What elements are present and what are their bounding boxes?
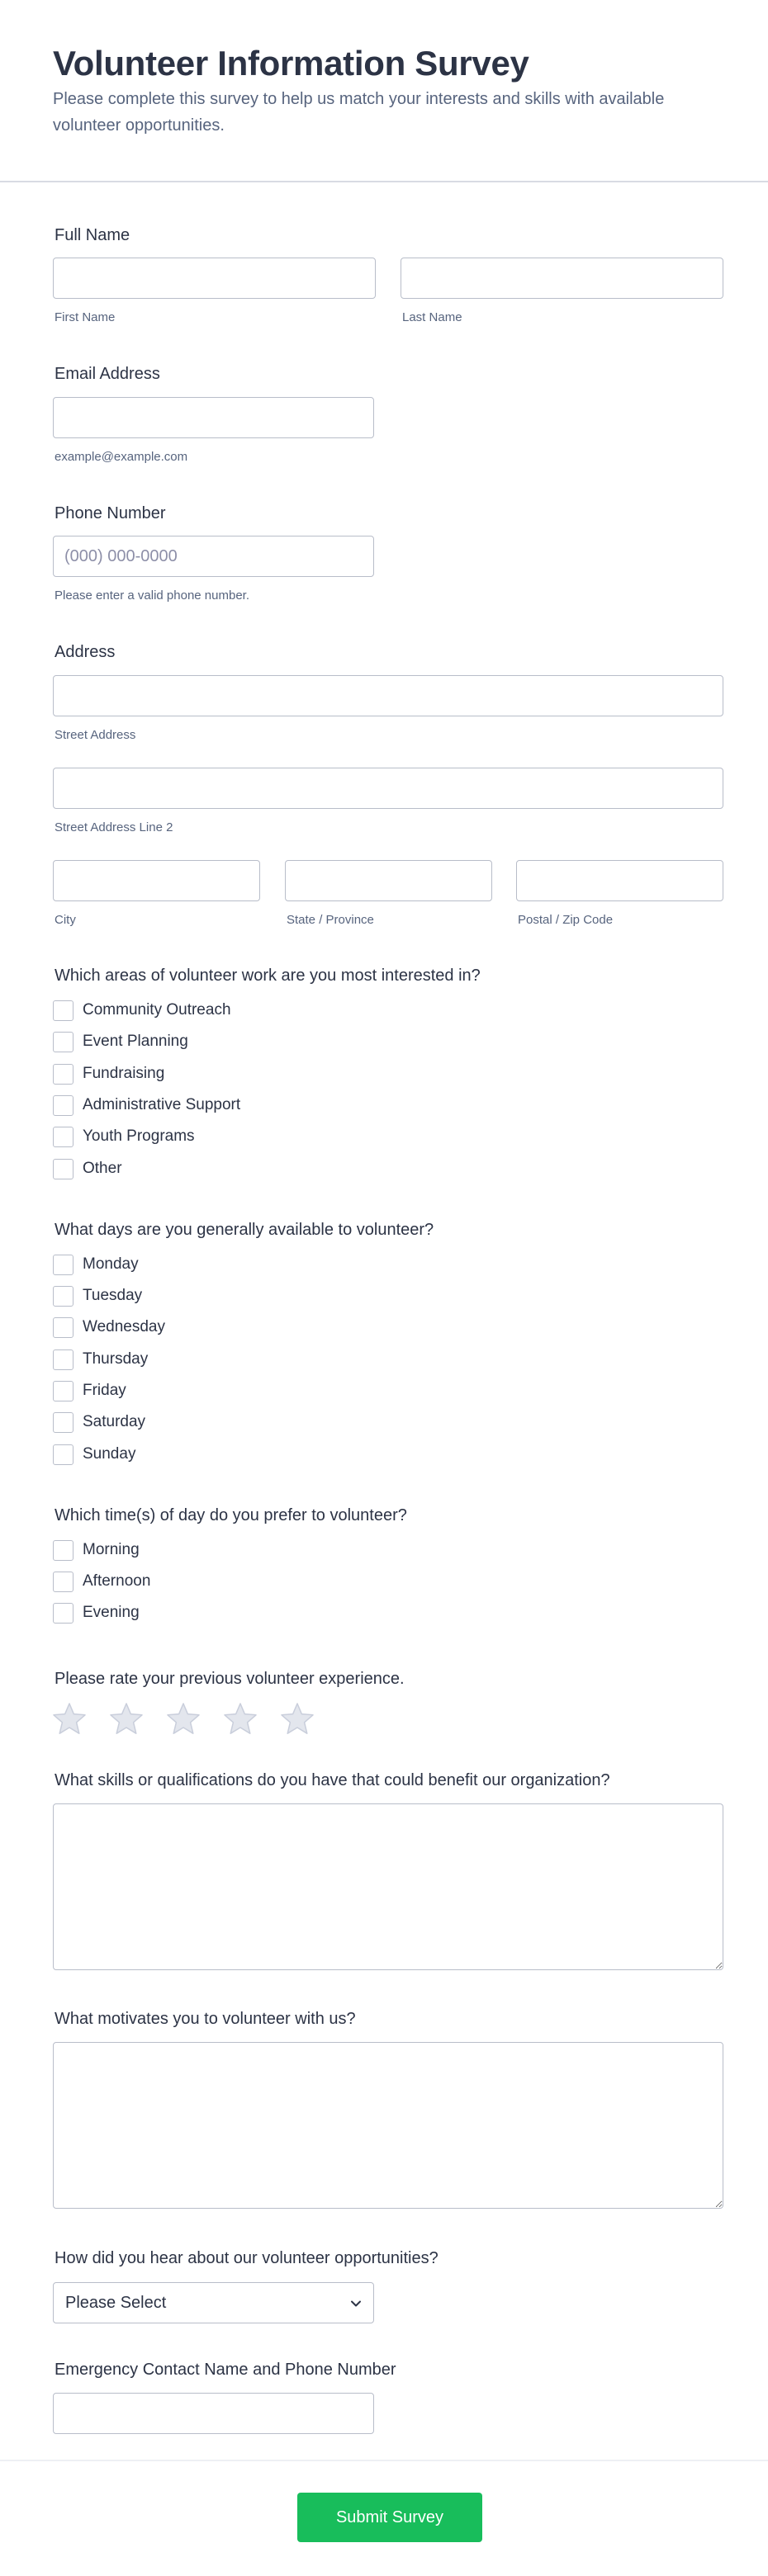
submit-button[interactable]: Submit Survey (297, 2493, 482, 2542)
interest-option[interactable] (53, 1030, 188, 1053)
form-title: Volunteer Information Survey (53, 44, 529, 83)
checkbox[interactable] (53, 1095, 73, 1116)
street-address-line2-input[interactable] (53, 768, 723, 809)
email-label: Email Address (55, 365, 160, 383)
email-input[interactable] (53, 397, 374, 438)
phone-input[interactable] (53, 536, 374, 577)
day-option[interactable] (53, 1253, 139, 1276)
interest-option-label: Event Planning (83, 1033, 188, 1050)
street-address-input[interactable] (53, 675, 723, 716)
last-name-input[interactable] (401, 258, 723, 299)
checkbox[interactable] (53, 1381, 73, 1401)
star-icon[interactable] (108, 1701, 145, 1737)
state-input[interactable] (285, 860, 492, 901)
motivation-textarea[interactable] (53, 2042, 723, 2209)
star-rating[interactable] (51, 1701, 336, 1737)
city-sublabel: City (55, 913, 76, 927)
city-input[interactable] (53, 860, 260, 901)
referral-label: How did you hear about our volunteer opportunities? (55, 2249, 439, 2267)
email-sublabel: example@example.com (55, 450, 188, 464)
emergency-contact-input[interactable] (53, 2393, 374, 2434)
day-option-label: Sunday (83, 1445, 136, 1463)
time-option-label: Afternoon (83, 1572, 151, 1590)
star-icon[interactable] (51, 1701, 88, 1737)
star-icon[interactable] (165, 1701, 201, 1737)
phone-label: Phone Number (55, 504, 166, 522)
postal-code-sublabel: Postal / Zip Code (518, 913, 614, 927)
day-option-label: Saturday (83, 1413, 146, 1430)
first-name-sublabel: First Name (55, 310, 116, 324)
checkbox[interactable] (53, 1317, 73, 1338)
times-label: Which time(s) of day do you prefer to volunteer? (55, 1506, 407, 1524)
skills-label: What skills or qualifications do you have that could benefit our organization? (55, 1771, 610, 1789)
checkbox[interactable] (53, 1572, 73, 1592)
street-address-line2-sublabel: Street Address Line 2 (55, 820, 173, 834)
day-option[interactable] (53, 1348, 148, 1371)
day-option[interactable] (53, 1443, 135, 1466)
day-option-label: Monday (83, 1255, 139, 1273)
referral-selected-value: Please Select (65, 2293, 167, 2312)
interest-option-label: Youth Programs (83, 1127, 195, 1145)
checkbox[interactable] (53, 1255, 73, 1275)
emergency-contact-label: Emergency Contact Name and Phone Number (55, 2361, 396, 2379)
checkbox[interactable] (53, 1286, 73, 1307)
interest-option[interactable] (53, 1125, 195, 1148)
day-option-label: Thursday (83, 1350, 149, 1368)
address-label: Address (55, 643, 116, 661)
day-option[interactable] (53, 1379, 126, 1402)
checkbox[interactable] (53, 1444, 73, 1465)
day-option-label: Tuesday (83, 1287, 143, 1304)
checkbox[interactable] (53, 1412, 73, 1433)
first-name-input[interactable] (53, 258, 376, 299)
skills-textarea[interactable] (53, 1803, 723, 1970)
time-option-label: Morning (83, 1541, 140, 1558)
time-option[interactable] (53, 1601, 140, 1624)
checkbox[interactable] (53, 1349, 73, 1370)
checkbox[interactable] (53, 1000, 73, 1021)
motivation-label: What motivates you to volunteer with us? (55, 2010, 356, 2028)
interest-option[interactable] (53, 1157, 122, 1180)
last-name-sublabel: Last Name (402, 310, 462, 324)
day-option[interactable] (53, 1316, 165, 1339)
time-option[interactable] (53, 1539, 140, 1562)
time-option-label: Evening (83, 1604, 140, 1621)
star-icon[interactable] (279, 1701, 315, 1737)
phone-sublabel: Please enter a valid phone number. (55, 588, 249, 603)
interest-option-label: Community Outreach (83, 1001, 231, 1019)
interest-option[interactable] (53, 999, 231, 1022)
time-option[interactable] (53, 1570, 150, 1593)
form-description: Please complete this survey to help us match your interests and skills with available volunteer opportunities. (53, 90, 665, 135)
checkbox[interactable] (53, 1540, 73, 1561)
state-sublabel: State / Province (287, 913, 374, 927)
checkbox[interactable] (53, 1032, 73, 1052)
form-header (0, 0, 768, 182)
street-address-sublabel: Street Address (55, 728, 136, 742)
checkbox[interactable] (53, 1064, 73, 1085)
chevron-down-icon (348, 2296, 363, 2311)
interest-option-label: Fundraising (83, 1065, 165, 1082)
full-name-label: Full Name (55, 226, 130, 244)
day-option[interactable] (53, 1284, 142, 1307)
rating-label: Please rate your previous volunteer experience. (55, 1670, 405, 1688)
day-option[interactable] (53, 1411, 145, 1434)
referral-select[interactable] (53, 2282, 374, 2323)
postal-code-input[interactable] (516, 860, 723, 901)
interest-option-label: Administrative Support (83, 1096, 241, 1113)
interests-label: Which areas of volunteer work are you most interested in? (55, 967, 481, 985)
checkbox[interactable] (53, 1159, 73, 1179)
days-label: What days are you generally available to volunteer? (55, 1221, 434, 1239)
interest-option[interactable] (53, 1094, 240, 1117)
day-option-label: Wednesday (83, 1318, 165, 1335)
day-option-label: Friday (83, 1382, 126, 1399)
interest-option[interactable] (53, 1062, 164, 1085)
checkbox[interactable] (53, 1603, 73, 1624)
interest-option-label: Other (83, 1160, 122, 1177)
checkbox[interactable] (53, 1127, 73, 1147)
star-icon[interactable] (222, 1701, 258, 1737)
